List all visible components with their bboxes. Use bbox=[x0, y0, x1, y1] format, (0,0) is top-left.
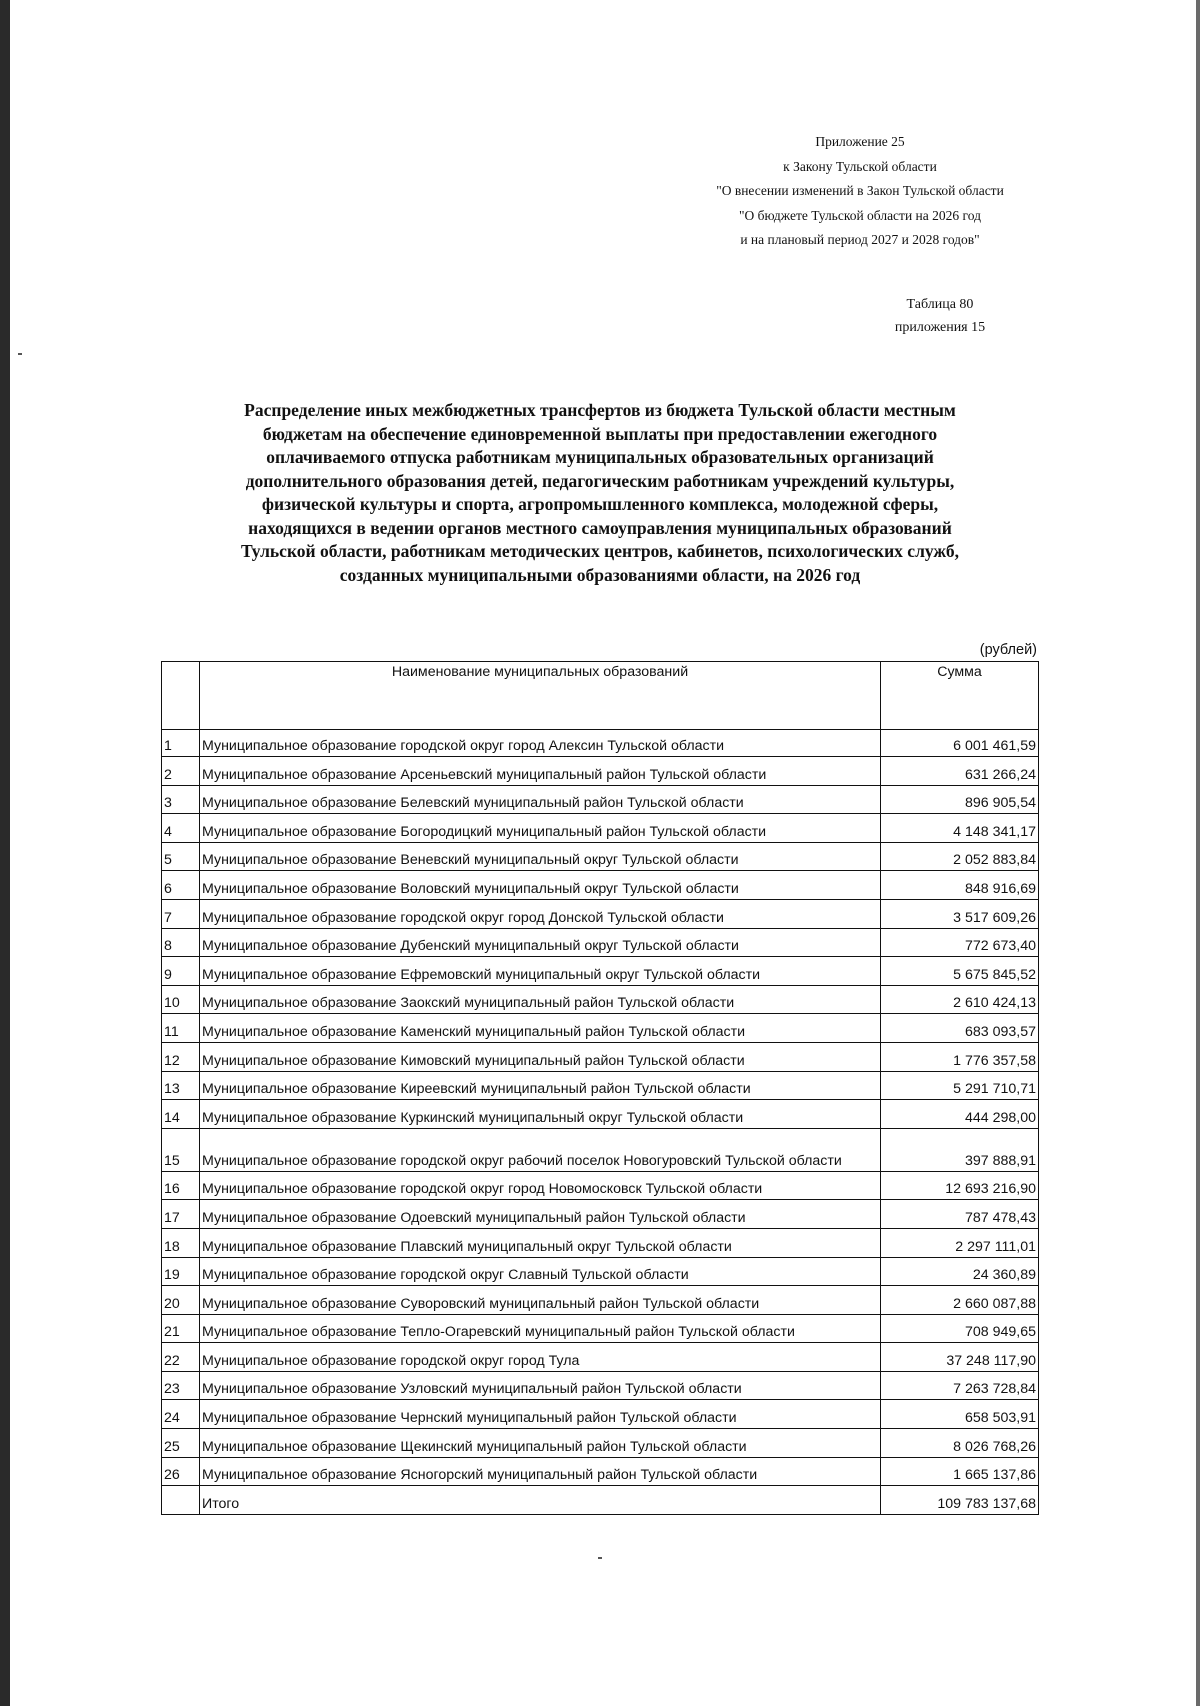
row-name: Муниципальное образование Веневский муниципальный округ Тульской области bbox=[200, 842, 881, 871]
row-sum: 5 675 845,52 bbox=[881, 957, 1039, 986]
row-number: 17 bbox=[162, 1200, 200, 1229]
table-row bbox=[162, 1071, 1039, 1100]
row-sum: 896 905,54 bbox=[881, 785, 1039, 814]
row-name: Муниципальное образование городской округ город Донской Тульской области bbox=[200, 899, 881, 928]
row-sum: 2 610 424,13 bbox=[881, 985, 1039, 1014]
table-row bbox=[162, 1014, 1039, 1043]
row-sum: 37 248 117,90 bbox=[881, 1343, 1039, 1372]
row-sum: 24 360,89 bbox=[881, 1257, 1039, 1286]
header-sum: Сумма bbox=[881, 662, 1039, 730]
title-line: бюджетам на обеспечение единовременной выплаты при предоставлении ежегодного bbox=[262, 423, 938, 444]
header-name: Наименование муниципальных образований bbox=[200, 662, 881, 730]
table-row bbox=[162, 1429, 1039, 1458]
row-number: 26 bbox=[162, 1457, 200, 1486]
row-name: Муниципальное образование Арсеньевский муниципальный район Тульской области bbox=[200, 757, 881, 786]
row-sum: 4 148 341,17 bbox=[881, 814, 1039, 843]
row-sum: 772 673,40 bbox=[881, 928, 1039, 957]
row-number: 23 bbox=[162, 1371, 200, 1400]
row-sum: 3 517 609,26 bbox=[881, 899, 1039, 928]
row-number: 13 bbox=[162, 1071, 200, 1100]
row-sum: 1 776 357,58 bbox=[881, 1042, 1039, 1071]
row-sum: 2 297 111,01 bbox=[881, 1228, 1039, 1257]
table-row bbox=[162, 1228, 1039, 1257]
row-name: Муниципальное образование городской округ город Алексин Тульской области bbox=[200, 730, 881, 757]
table-row bbox=[162, 730, 1039, 757]
row-sum: 5 291 710,71 bbox=[881, 1071, 1039, 1100]
row-name: Муниципальное образование Одоевский муниципальный район Тульской области bbox=[200, 1200, 881, 1229]
row-name: Муниципальное образование Каменский муниципальный район Тульской области bbox=[200, 1014, 881, 1043]
appendix-header bbox=[680, 130, 1040, 253]
row-number: 5 bbox=[162, 842, 200, 871]
total-sum: 109 783 137,68 bbox=[881, 1486, 1039, 1515]
table-body bbox=[162, 730, 1039, 1515]
appendix-line: "О внесении изменений в Закон Тульской области bbox=[716, 183, 1004, 198]
row-name: Муниципальное образование городской округ город Новомосковск Тульской области bbox=[200, 1171, 881, 1200]
table-total-row bbox=[162, 1486, 1039, 1515]
row-number: 24 bbox=[162, 1400, 200, 1429]
row-sum: 7 263 728,84 bbox=[881, 1371, 1039, 1400]
row-number: 22 bbox=[162, 1343, 200, 1372]
table-row bbox=[162, 1171, 1039, 1200]
row-number: 6 bbox=[162, 871, 200, 900]
table-row bbox=[162, 785, 1039, 814]
table-row bbox=[162, 1314, 1039, 1343]
total-label: Итого bbox=[200, 1486, 881, 1515]
row-number: 19 bbox=[162, 1257, 200, 1286]
row-name: Муниципальное образование Щекинский муниципальный район Тульской области bbox=[200, 1429, 881, 1458]
row-number: 9 bbox=[162, 957, 200, 986]
title-line: физической культуры и спорта, агропромышленного комплекса, молодежной сферы, bbox=[261, 494, 939, 514]
row-name: Муниципальное образование городской округ город Тула bbox=[200, 1343, 881, 1372]
row-name: Муниципальное образование Киреевский муниципальный район Тульской области bbox=[200, 1071, 881, 1100]
appendix-line: Приложение 25 bbox=[815, 134, 905, 149]
row-sum: 1 665 137,86 bbox=[881, 1457, 1039, 1486]
table-number: Таблица 80 bbox=[906, 297, 974, 312]
document-title bbox=[170, 399, 1030, 587]
row-number: 16 bbox=[162, 1171, 200, 1200]
total-number bbox=[162, 1486, 200, 1515]
scan-right-edge bbox=[1196, 0, 1200, 1706]
table-header-row bbox=[162, 662, 1039, 730]
row-name: Муниципальное образование городской округ Славный Тульской области bbox=[200, 1257, 881, 1286]
row-name: Муниципальное образование Тепло-Огаревский муниципальный район Тульской области bbox=[200, 1314, 881, 1343]
table-row bbox=[162, 1371, 1039, 1400]
row-number: 20 bbox=[162, 1286, 200, 1315]
table-row bbox=[162, 1343, 1039, 1372]
row-sum: 658 503,91 bbox=[881, 1400, 1039, 1429]
table-appendix: приложения 15 bbox=[894, 320, 986, 335]
row-number: 21 bbox=[162, 1314, 200, 1343]
row-name: Муниципальное образование Богородицкий муниципальный район Тульской области bbox=[200, 814, 881, 843]
table-row bbox=[162, 928, 1039, 957]
scan-speck bbox=[18, 353, 22, 355]
row-name: Муниципальное образование Белевский муниципальный район Тульской области bbox=[200, 785, 881, 814]
row-sum: 2 660 087,88 bbox=[881, 1286, 1039, 1315]
row-number: 1 bbox=[162, 730, 200, 757]
table-row bbox=[162, 1128, 1039, 1171]
title-line: находящихся в ведении органов местного самоуправления муниципальных образований bbox=[248, 517, 952, 538]
appendix-line: и на плановый период 2027 и 2028 годов" bbox=[740, 232, 980, 247]
row-number: 18 bbox=[162, 1228, 200, 1257]
row-number: 3 bbox=[162, 785, 200, 814]
row-name: Муниципальное образование Ефремовский муниципальный округ Тульской области bbox=[200, 957, 881, 986]
row-number: 4 bbox=[162, 814, 200, 843]
table-row bbox=[162, 1200, 1039, 1229]
row-number: 11 bbox=[162, 1014, 200, 1043]
row-name: Муниципальное образование Ясногорский муниципальный район Тульской области bbox=[200, 1457, 881, 1486]
row-name: Муниципальное образование Плавский муниципальный округ Тульской области bbox=[200, 1228, 881, 1257]
title-line: дополнительного образования детей, педагогическим работникам учреждений культуры, bbox=[245, 470, 955, 491]
header-number bbox=[162, 662, 200, 730]
row-sum: 397 888,91 bbox=[881, 1128, 1039, 1171]
row-sum: 8 026 768,26 bbox=[881, 1429, 1039, 1458]
row-number: 12 bbox=[162, 1042, 200, 1071]
title-line: Распределение иных межбюджетных трансфертов из бюджета Тульской области местным bbox=[244, 400, 956, 420]
row-number: 25 bbox=[162, 1429, 200, 1458]
table-row bbox=[162, 1400, 1039, 1429]
table-row bbox=[162, 842, 1039, 871]
row-number: 7 bbox=[162, 899, 200, 928]
table-row bbox=[162, 1042, 1039, 1071]
row-sum: 848 916,69 bbox=[881, 871, 1039, 900]
row-number: 15 bbox=[162, 1128, 200, 1171]
table-row bbox=[162, 757, 1039, 786]
distribution-table bbox=[161, 661, 1039, 1515]
table-row bbox=[162, 1257, 1039, 1286]
title-line: созданных муниципальными образованиями области, на 2026 год bbox=[339, 564, 861, 585]
title-line: оплачиваемого отпуска работникам муниципальных образовательных организаций bbox=[266, 447, 934, 467]
table-row bbox=[162, 957, 1039, 986]
table-row bbox=[162, 985, 1039, 1014]
table-row bbox=[162, 1286, 1039, 1315]
row-name: Муниципальное образование Кимовский муниципальный район Тульской области bbox=[200, 1042, 881, 1071]
table-row bbox=[162, 814, 1039, 843]
row-name: Муниципальное образование Чернский муниципальный район Тульской области bbox=[200, 1400, 881, 1429]
row-name: Муниципальное образование городской округ рабочий поселок Новогуровский Тульской области bbox=[200, 1128, 881, 1171]
row-name: Муниципальное образование Суворовский муниципальный район Тульской области bbox=[200, 1286, 881, 1315]
table-row bbox=[162, 1100, 1039, 1129]
row-sum: 708 949,65 bbox=[881, 1314, 1039, 1343]
scan-left-edge bbox=[0, 0, 10, 1706]
table-row bbox=[162, 1457, 1039, 1486]
row-sum: 444 298,00 bbox=[881, 1100, 1039, 1129]
row-sum: 631 266,24 bbox=[881, 757, 1039, 786]
appendix-line: к Закону Тульской области bbox=[783, 158, 937, 174]
table-reference bbox=[860, 293, 1020, 339]
units-label: (рублей) bbox=[979, 642, 1037, 658]
table-row bbox=[162, 871, 1039, 900]
title-line: Тульской области, работникам методических центров, кабинетов, психологических служб, bbox=[241, 541, 959, 561]
row-sum: 683 093,57 bbox=[881, 1014, 1039, 1043]
row-name: Муниципальное образование Куркинский муниципальный округ Тульской области bbox=[200, 1100, 881, 1129]
appendix-line: "О бюджете Тульской области на 2026 год bbox=[739, 207, 981, 223]
table-row bbox=[162, 899, 1039, 928]
row-name: Муниципальное образование Дубенский муниципальный округ Тульской области bbox=[200, 928, 881, 957]
scan-speck bbox=[598, 1557, 602, 1559]
row-name: Муниципальное образование Заокский муниципальный район Тульской области bbox=[200, 985, 881, 1014]
row-sum: 2 052 883,84 bbox=[881, 842, 1039, 871]
row-sum: 12 693 216,90 bbox=[881, 1171, 1039, 1200]
row-name: Муниципальное образование Узловский муниципальный район Тульской области bbox=[200, 1371, 881, 1400]
row-name: Муниципальное образование Воловский муниципальный округ Тульской области bbox=[200, 871, 881, 900]
row-number: 8 bbox=[162, 928, 200, 957]
row-sum: 787 478,43 bbox=[881, 1200, 1039, 1229]
row-number: 10 bbox=[162, 985, 200, 1014]
row-number: 2 bbox=[162, 757, 200, 786]
row-number: 14 bbox=[162, 1100, 200, 1129]
row-sum: 6 001 461,59 bbox=[881, 730, 1039, 757]
